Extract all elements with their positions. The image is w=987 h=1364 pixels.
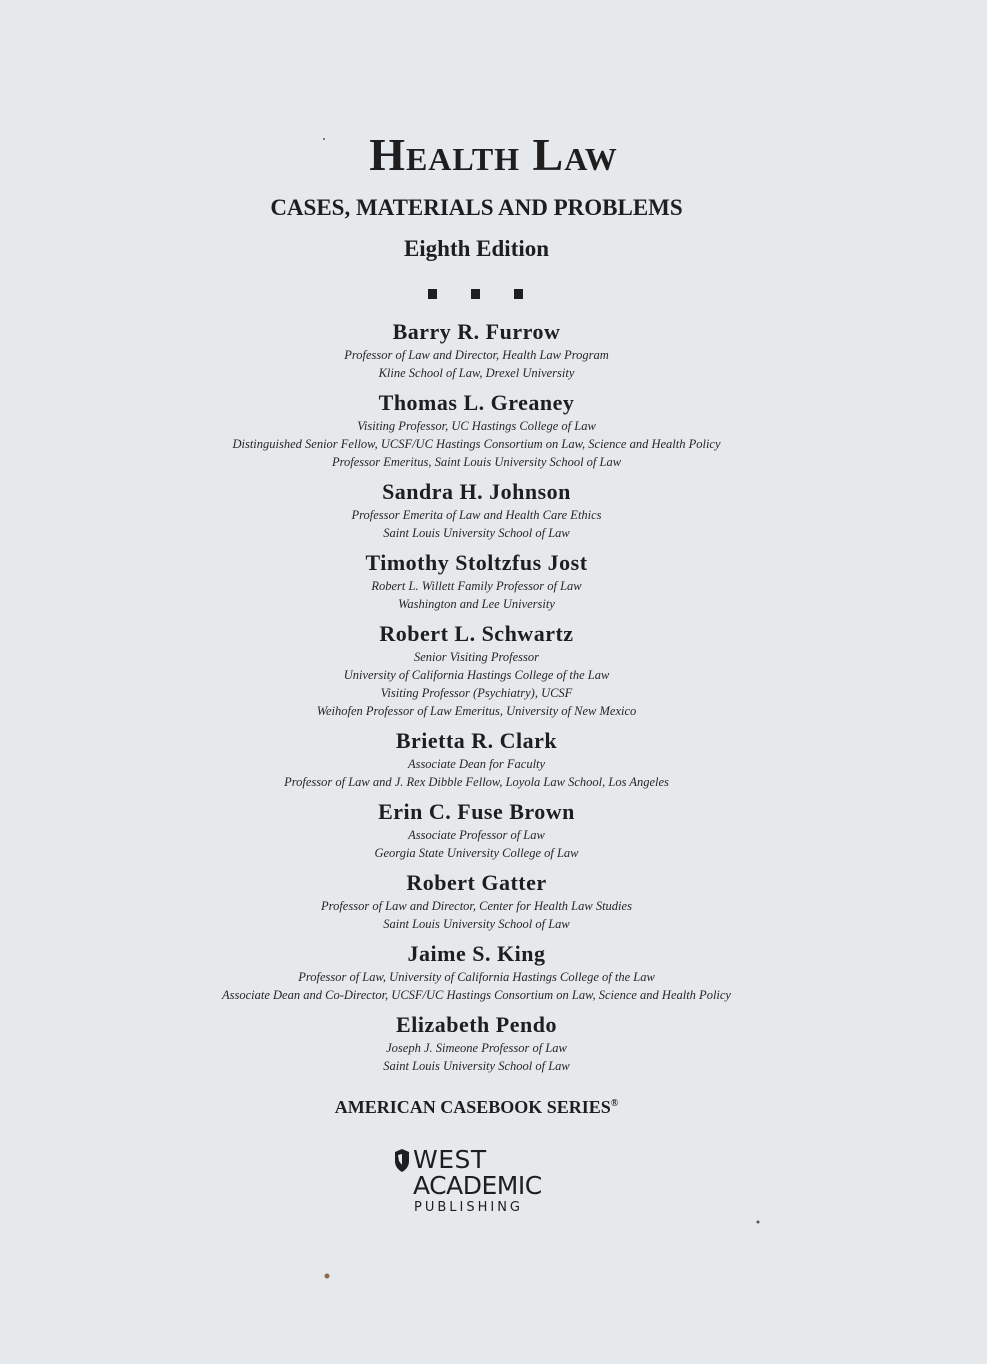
author-name: Barry R. Furrow	[392, 319, 561, 344]
author-affiliation: Senior Visiting Professor	[414, 650, 539, 664]
author-affiliation: Georgia State University College of Law	[374, 846, 579, 860]
square-ornament-icon	[514, 289, 523, 299]
author-affiliation: Joseph J. Simeone Professor of Law	[386, 1041, 567, 1055]
publisher-name-line3: PUBLISHING	[414, 1200, 524, 1215]
author-name: Robert Gatter	[406, 870, 547, 895]
author-name: Elizabeth Pendo	[396, 1012, 557, 1037]
west-logo-icon	[393, 1149, 411, 1173]
author-list	[0, 318, 953, 1075]
author-affiliation: Robert L. Willett Family Professor of Law	[371, 579, 582, 593]
author-affiliation: Professor of Law and Director, Center for Health Law Studies	[321, 899, 632, 913]
author-block	[0, 318, 953, 382]
author-affiliation: Kline School of Law, Drexel University	[378, 366, 575, 380]
author-name: Timothy Stoltzfus Jost	[365, 550, 588, 575]
author-affiliation: Professor of Law and J. Rex Dibble Fellow, Loyola Law School, Los Angeles	[284, 775, 669, 789]
series-name	[0, 1097, 953, 1118]
square-ornament-icon	[471, 289, 480, 299]
registered-mark: ®	[610, 1098, 619, 1109]
author-name: Sandra H. Johnson	[382, 479, 571, 504]
author-block	[0, 727, 953, 791]
author-affiliation: Saint Louis University School of Law	[383, 526, 570, 540]
author-block	[0, 549, 953, 613]
author-name: Thomas L. Greaney	[378, 390, 575, 415]
author-affiliation: Saint Louis University School of Law	[383, 1059, 570, 1073]
author-affiliation: Saint Louis University School of Law	[383, 917, 570, 931]
author-affiliation: Visiting Professor (Psychiatry), UCSF	[380, 686, 573, 700]
author-block	[0, 1011, 953, 1075]
book-subtitle: CASES, MATERIALS AND PROBLEMS	[270, 195, 683, 220]
author-affiliation: Associate Professor of Law	[408, 828, 545, 842]
author-affiliation: Associate Dean and Co-Director, UCSF/UC Hastings Consortium on Law, Science and Health Policy	[222, 988, 731, 1002]
author-name: Robert L. Schwartz	[379, 621, 574, 646]
author-affiliation: Professor of Law, University of California Hastings College of the Law	[298, 970, 655, 984]
author-name: Brietta R. Clark	[395, 728, 558, 753]
author-affiliation: Professor Emerita of Law and Health Care Ethics	[351, 508, 602, 522]
author-affiliation: University of California Hastings College of the Law	[343, 668, 610, 682]
edition-label: Eighth Edition	[403, 236, 550, 261]
series-label: AMERICAN CASEBOOK SERIES	[334, 1097, 611, 1117]
author-block	[0, 478, 953, 542]
author-block	[0, 389, 953, 471]
author-name: Jaime S. King	[407, 941, 546, 966]
author-affiliation: Washington and Lee University	[398, 597, 555, 611]
author-block	[0, 869, 953, 933]
publisher-logo	[393, 1146, 573, 1218]
author-affiliation: Associate Dean for Faculty	[407, 757, 546, 771]
author-name: Erin C. Fuse Brown	[378, 799, 575, 824]
author-affiliation: Distinguished Senior Fellow, UCSF/UC Hastings Consortium on Law, Science and Health Policy	[232, 437, 721, 451]
author-affiliation: Visiting Professor, UC Hastings College of Law	[357, 419, 596, 433]
author-block	[0, 940, 953, 1004]
ornament-squares	[428, 289, 523, 301]
author-affiliation: Professor of Law and Director, Health Law Program	[344, 348, 609, 362]
publisher-name-line2: ACADEMIC	[413, 1171, 542, 1200]
square-ornament-icon	[428, 289, 437, 299]
author-block	[0, 798, 953, 862]
publisher-name-line1: WEST	[413, 1145, 487, 1174]
author-affiliation: Weihofen Professor of Law Emeritus, University of New Mexico	[316, 704, 637, 718]
book-title: Health Law	[369, 129, 618, 180]
author-affiliation: Professor Emeritus, Saint Louis University School of Law	[331, 455, 622, 469]
author-block	[0, 620, 953, 720]
